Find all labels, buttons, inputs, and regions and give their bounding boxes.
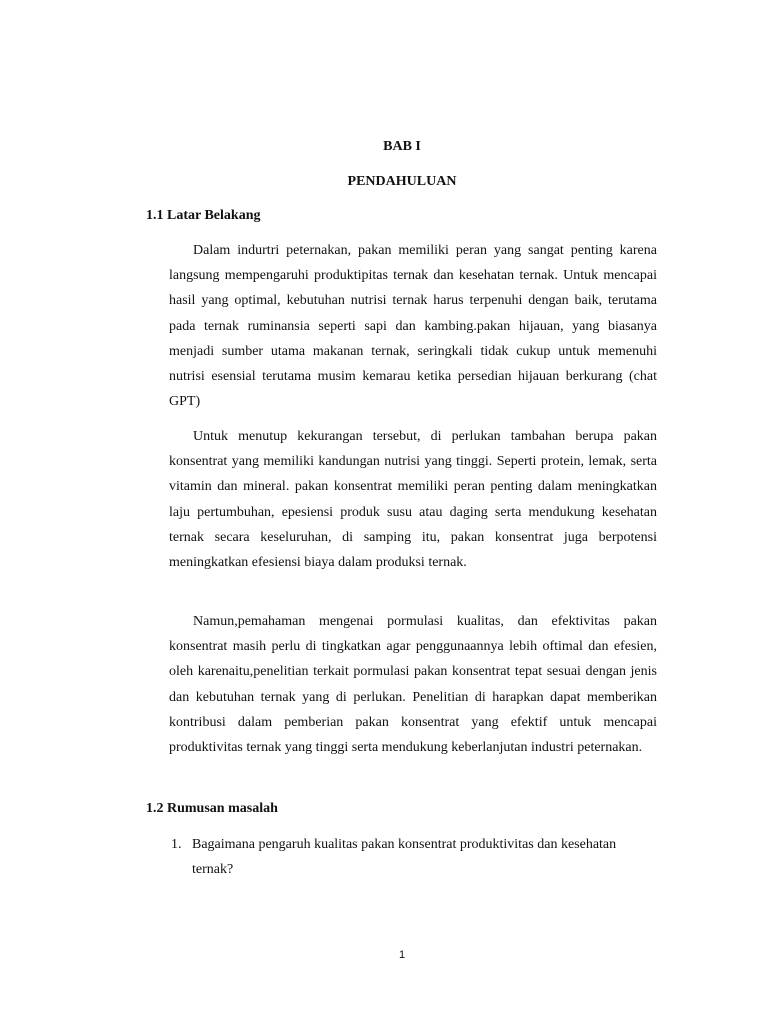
page-number: 1 xyxy=(398,949,406,961)
paragraph: Untuk menutup kekurangan tersebut, di perlukan tambahan berupa pakan konsentrat yang memiliki kandungan nutrisi yang tinggi. Seperti protein, lemak, serta vitamin dan mineral. pakan konsentrat memiliki peran penting dalam meningkatkan laju pertumbuhan, epesiensi produk susu atau daging serta mendukung kesehatan ternak secara keseluruhan, di samping itu, pakan konsentrat juga berpotensi meningkatkan efesiensi biaya dalam produksi ternak. xyxy=(169,429,657,571)
list-item xyxy=(169,832,657,882)
section-heading-rumusan-masalah: 1.2 Rumusan masalah xyxy=(146,801,278,816)
chapter-number: BAB I xyxy=(383,139,421,154)
section-heading-latar-belakang: 1.1 Latar Belakang xyxy=(146,208,261,223)
paragraph: Namun,pemahaman mengenai pormulasi kualitas, dan efektivitas pakan konsentrat masih perlu di tingkatkan agar penggunaannya lebih oftimal dan efesien, oleh karenaitu,penelitian terkait pormulasi pakan konsentrat tepat sesuai dengan jenis dan kebutuhan ternak yang di perlukan. Penelitian di harapkan dapat memberikan kontribusi dalam pemberian pakan konsentrat yang efektif untuk mencapai produktivitas ternak yang tinggi serta mendukung keberlanjutan industri peternakan. xyxy=(169,614,657,756)
paragraph: Dalam indurtri peternakan, pakan memiliki peran yang sangat penting karena langsung mempengaruhi produktipitas ternak dan kesehatan ternak. Untuk mencapai hasil yang optimal, kebutuhan nutrisi ternak harus terpenuhi dengan baik, terutama pada ternak ruminansia seperti sapi dan kambing.pakan hijauan, yang biasanya menjadi sumber utama makanan ternak, seringkali tidak cukup untuk memenuhi nutrisi esensial terutama musim kemarau ketika persedian hijauan berkurang (chat GPT) xyxy=(169,243,657,410)
list-item-number: 1. xyxy=(171,837,182,852)
chapter-title: PENDAHULUAN xyxy=(347,174,457,189)
list-item-text: Bagaimana pengaruh kualitas pakan konsentrat produktivitas dan kesehatan ternak? xyxy=(192,837,617,878)
